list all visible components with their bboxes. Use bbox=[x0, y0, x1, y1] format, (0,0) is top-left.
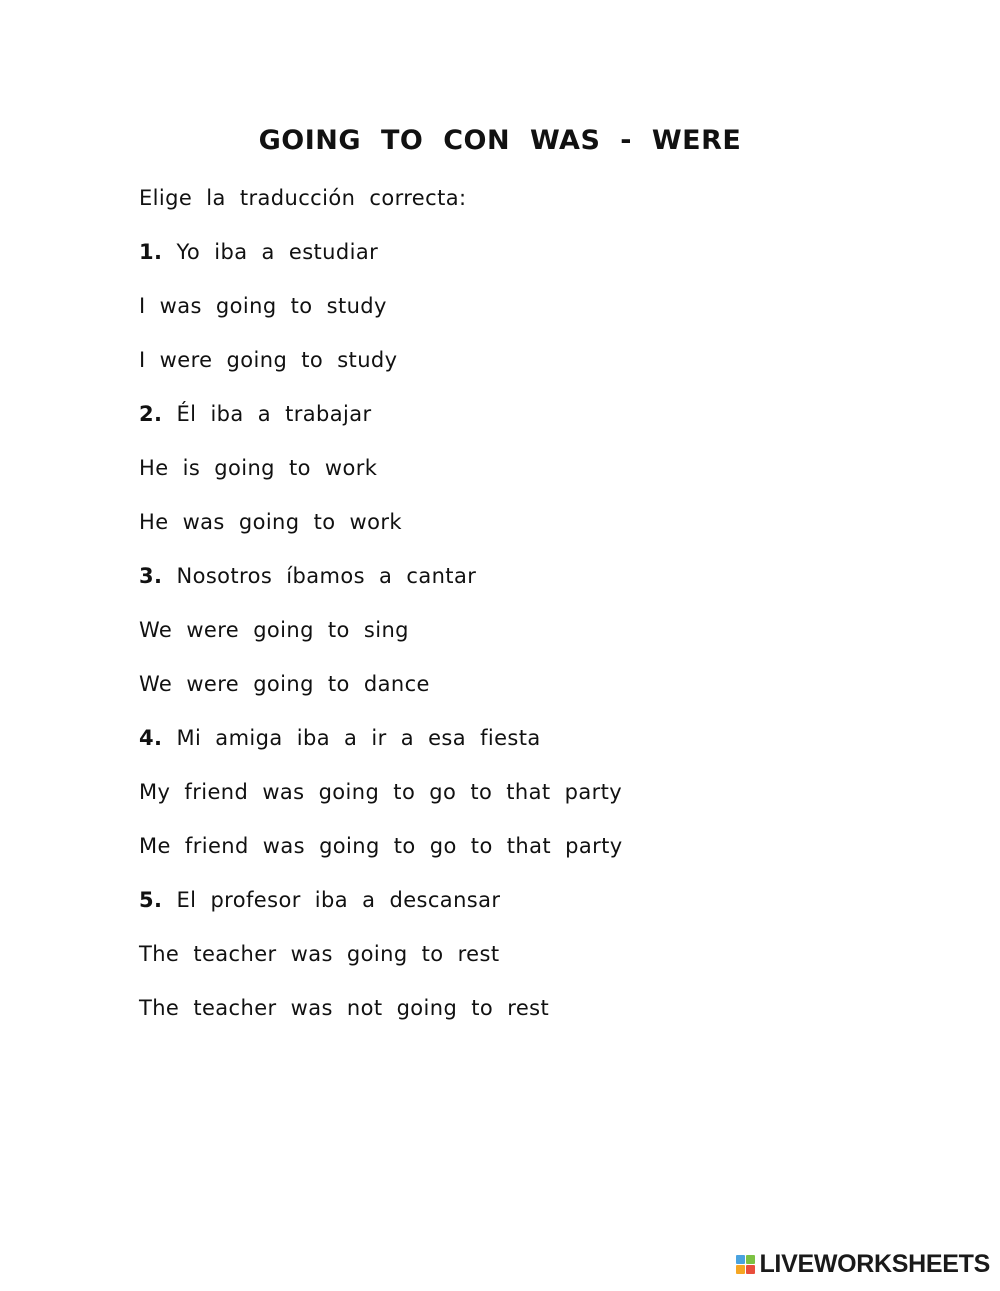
question-5 bbox=[139, 883, 623, 937]
answer-option[interactable]: He was going to work bbox=[139, 510, 402, 534]
question-number: 1. bbox=[139, 240, 163, 264]
logo-block bbox=[736, 1255, 745, 1264]
liveworksheets-logo bbox=[736, 1250, 990, 1279]
question-2 bbox=[139, 397, 623, 451]
question-3 bbox=[139, 559, 623, 613]
answer-option[interactable]: I were going to study bbox=[139, 348, 398, 372]
question-number: 4. bbox=[139, 726, 163, 750]
worksheet-title: GOING TO CON WAS - WERE bbox=[258, 125, 742, 156]
answer-option[interactable]: The teacher was not going to rest bbox=[139, 996, 550, 1020]
logo-block bbox=[746, 1265, 755, 1274]
question-4 bbox=[139, 721, 623, 775]
question-number: 3. bbox=[139, 564, 163, 588]
question-prompt: Yo iba a estudiar bbox=[176, 240, 379, 264]
question-prompt: Mi amiga iba a ir a esa fiesta bbox=[176, 726, 541, 750]
logo-block bbox=[746, 1255, 755, 1264]
answer-option[interactable]: He is going to work bbox=[139, 456, 378, 480]
answer-option[interactable]: My friend was going to go to that party bbox=[139, 780, 623, 804]
question-number: 5. bbox=[139, 888, 163, 912]
logo-block bbox=[736, 1265, 745, 1274]
question-1 bbox=[139, 235, 623, 289]
answer-option[interactable]: We were going to dance bbox=[139, 672, 430, 696]
question-prompt: Él iba a trabajar bbox=[176, 402, 372, 426]
liveworksheets-logo-icon bbox=[736, 1255, 755, 1274]
answer-option[interactable]: Me friend was going to go to that party bbox=[139, 834, 623, 858]
logo-text: LIVEWORKSHEETS bbox=[759, 1250, 990, 1278]
question-prompt: Nosotros íbamos a cantar bbox=[176, 564, 477, 588]
answer-option[interactable]: I was going to study bbox=[139, 294, 387, 318]
answer-option[interactable]: The teacher was going to rest bbox=[139, 942, 500, 966]
instructions-text: Elige la traducción correcta: bbox=[139, 186, 467, 210]
question-number: 2. bbox=[139, 402, 163, 426]
question-list bbox=[139, 235, 623, 1045]
question-prompt: El profesor iba a descansar bbox=[176, 888, 501, 912]
answer-option[interactable]: We were going to sing bbox=[139, 618, 409, 642]
